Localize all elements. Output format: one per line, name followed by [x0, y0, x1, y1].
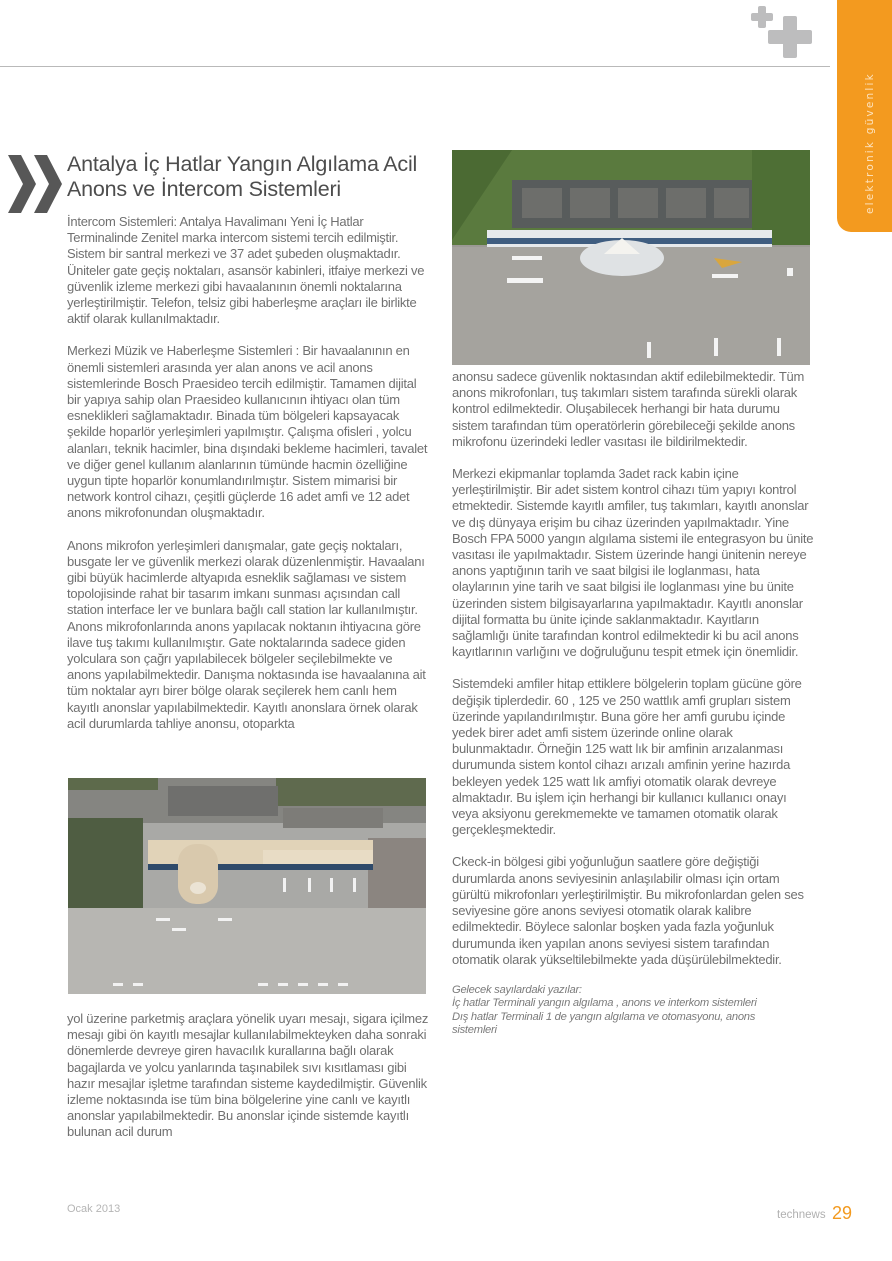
left-column-bottom	[67, 1011, 429, 1157]
article-title	[67, 152, 447, 202]
article-title-line-1: Antalya İç Hatlar Yangın Algılama Acil	[67, 152, 418, 176]
plus-icon-large	[768, 16, 812, 58]
header-divider	[0, 66, 830, 67]
paragraph-noise-microphones: Ckeck-in bölgesi gibi yoğunluğun saatlere göre değiştiği durumlarda anons seviyesinin anlaşılabilir olması için ortam gürültü mikrofonları yerleştirilmiştir. Bu mikrofonlardan gelen ses seviyesine göre anons seviyesi otomatik olarak kalibre edilmektedir. Böylece salonlar boşken yada fazla yoğunluk durumunda iken yapılan anons seviyesi sistem tarafından otomatik olarak yükseltilebilmekte yada düşürülebilmektedir.	[452, 854, 804, 967]
next-issue-item: sistemleri	[452, 1024, 497, 1037]
next-issue-heading: Gelecek sayılardaki yazılar:	[452, 983, 582, 996]
paragraph-recorded-messages: yol üzerine parketmiş araçlara yönelik uyarı mesajı, sigara içilmez mesajı gibi ön kayıtlı mesajlar kullanılabilmekteyken daha sonraki dönemlerde devreye giren havacılık kurallarına bağlı olarak bagajlarda ve yolcu yanlarında taşınabilek sıvı kısıtlaması gibi hazır mesajlar işletme tarafından sisteme kaydedilmiştir. Güvenlik izleme noktasında ise tüm bina bölgelerine yine canlı ve kayıtlı anonslar yapılabilmektedir. Bu anonslar içinde sistemde kayıtlı bulunan acil durum	[67, 1011, 429, 1140]
next-issue-box	[452, 984, 814, 1038]
next-issue-item: İç hatlar Terminali yangın algılama , anons ve interkom sistemleri	[452, 997, 757, 1010]
page-number: 29	[832, 1203, 853, 1223]
paragraph-security-announce: anonsu sadece güvenlik noktasından aktif edilebilmektedir. Tüm anons mikrofonları, tuş takımları sistem tarafında sürekli olarak kontrol edilmektedir. Oluşabilecek herhangi bir hata durumu sistem tarafından tüm operatörlerin görebileceği şekilde anons mikrofonu üzerindeki ledler vasıtası ile bildirilmektedir.	[452, 369, 805, 449]
aerial-photo-overhead	[68, 778, 426, 994]
magazine-brand: technews	[777, 1209, 826, 1221]
next-issue-item: Dış hatlar Terminali 1 de yangın algılama ve otomasyonu, anons	[452, 1010, 756, 1023]
left-column-top	[67, 214, 429, 748]
right-column	[452, 369, 814, 1038]
paragraph-central-equipment: Merkezi ekipmanlar toplamda 3adet rack kabin içine yerleştirilmiştir. Bir adet sistem kontrol cihazı tüm yapıyı kontrol etmektedir. Sistemde kayıtlı amfiler, tuş takımları, kayıtlı anonslar ve dış dünyaya erişim bu cihaz üzerinden yapılmaktadır. Yine Bosch FPA 5000 yangın algılama sistemi ile entegrasyon bu ünite vasıtası ile yapılmaktadır. Sistem üzerinde hangi ünitenin nereye anons yaptığının tarih ve saat bilgisi ile loglanması, hata olaylarının yine tarih ve saat bilgisi ile loglanması yine bu ünite üzerinden sistem bilgisayarlarına yapılmaktadır. Kayıtlı anonslar dijital formatta bu ünite içinde saklanmaktadır. Kayıtların sağlamlığı ünite tarafından kontrol edilmektedir ki bu acil anons kayıtlarının varlığını ve doğruluğunu tespit etmek için önemlidir.	[452, 466, 814, 660]
paragraph-amplifiers: Sistemdeki amfiler hitap ettiklere bölgelerin toplam gücüne göre değişik tiplerdedir. 60 , 125 ve 250 wattlık amfi grupları sistem üzerinde yapılandırılmıştır. Buna göre her amfi gurubu içinde yedek birer adet amfi sistem üzerinde online olarak bulunmaktadır. Örneğin 125 watt lık bir amfinin arızalanması durumunda sistem kontol cihazı arızalı amfinin yerine hazırda bekleyen yedek 125 watt lık amfiyi otomatik olarak devreye almaktadır. Bu işlem için herhangi bir kullanıcı kullanıcı onayı veya aksiyonu gerekmemekte ve tamamen otomatik olarak gerçekleşmektedir.	[452, 676, 802, 838]
paragraph-intercom: İntercom Sistemleri: Antalya Havalimanı Yeni İç Hatlar Terminalinde Zenitel marka intercom sistemi tercih edilmiştir. Sistem bir santral merkezi ve 37 adet şubeden oluşmaktadır. Üniteler gate geçiş noktaları, asansör kabinleri, itfaiye merkezi ve güvenlik izleme merkezi gibi havaalanının önemli noktalarına yerleştirilmiştir. Telefon, telsiz gibi haberleşme araçları ile birlikte aktif olarak kullanılmaktadır.	[67, 214, 425, 327]
issue-date: Ocak 2013	[67, 1203, 121, 1215]
double-chevron-icon	[8, 155, 64, 213]
article-title-line-2: Anons ve İntercom Sistemleri	[67, 177, 342, 201]
section-tab-label: elektronik güvenlik	[864, 72, 876, 214]
paragraph-microphones: Anons mikrofon yerleşimleri danışmalar, gate geçiş noktaları, busgate ler ve güvenlik merkezi olarak düzenlenmiştir. Havaalanı gibi büyük hacimlerde altyapıda esneklik sağlaması ve sistem topolojisinde rahat bir tasarım imkanı sunması açısından call station interface ler ve bunlara bağlı call station lar kullanılmıştır. Anons mikrofonlarında anons yapılacak noktanın ihtiyacına göre ilave tuş takımı kullanılmıştır. Gate noktalarında sadece giden yolculara son çağrı yapılabilecek bölgeler seçilebilmekte ve anons yapılabilmektedir. Danışma noktasında ise havaalanına ait tüm noktalar ayrı birer bölge olarak seçilerek hem canlı hem kayıtlı anonslar yapılabilmektedir. Kayıtlı anonslara örnek olarak acil durumlarda tahliye anonsu, otoparkta	[67, 537, 426, 731]
paragraph-music-systems: Merkezi Müzik ve Haberleşme Sistemleri : Bir havaalanının en önemli sistemleri arasında yer alan anons ve acil anons sistemlerinde Bosch Praesideo tercih edilmiştir. Tamamen dijital bir yapıya sahip olan Praesideo kullanıcının ihtiyacı olan tüm esneklikleri sağlamaktadır. Binada tüm bölgeleri kapsayacak şekilde hoparlör yerleşimleri yapılmıştır. Çalışma ofisleri , yolcu alanları, teknik hacimler, bina dışındaki bekleme hacimleri, tavalet ve diğer genel kullanım alanlarının tümünde hacmin özelliğine uygun tipte hoparlör konumlandırılmıştır. Sistem mimarisi bir network kontrol cihazı, çeşitli güçlerde 16 adet amfi ve 12 adet anons mikrofonundan oluşmaktadır.	[67, 343, 428, 521]
section-tab	[837, 0, 892, 232]
aerial-photo-oblique	[452, 150, 810, 365]
